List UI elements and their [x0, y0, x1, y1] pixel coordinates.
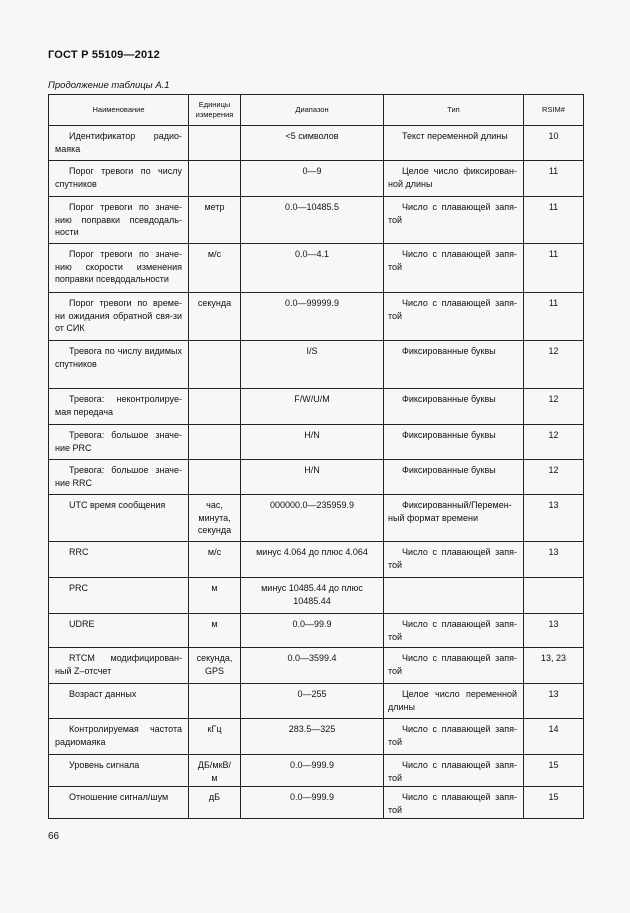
- column-header-unit: Единицы измерения: [189, 95, 241, 126]
- table-row: [49, 755, 584, 787]
- cell-name: [49, 460, 189, 495]
- table-row: [49, 578, 584, 614]
- document-header: ГОСТ Р 55109—2012: [48, 49, 160, 61]
- table-row: [49, 787, 584, 819]
- cell-rsim: [524, 719, 584, 755]
- cell-name: [49, 755, 189, 787]
- cell-unit-text: дБ: [208, 792, 221, 802]
- table-row: [49, 389, 584, 425]
- cell-name-text: Тревога по числу видимых спутников: [55, 346, 182, 369]
- cell-range-text: F/W/U/M: [294, 394, 330, 404]
- table-row: [49, 684, 584, 719]
- cell-type: [384, 614, 524, 648]
- cell-type: [384, 542, 524, 578]
- cell-type-text: Число с плавающей запя-той: [388, 792, 517, 815]
- cell-type: [384, 126, 524, 161]
- cell-range-text: минус 4.064 до плюс 4.064: [256, 547, 368, 557]
- cell-type-text: Число с плавающей запя-той: [388, 619, 517, 642]
- cell-unit: [189, 542, 241, 578]
- column-header-name: Наименование: [49, 95, 189, 126]
- cell-name: [49, 542, 189, 578]
- column-header-rsim: RSIM#: [524, 95, 584, 126]
- cell-name-text: Порог тревоги по значе-нию скорости изменения поправки псевдодальности: [55, 249, 182, 284]
- cell-range: [241, 719, 384, 755]
- cell-unit: [189, 197, 241, 244]
- cell-unit: [189, 787, 241, 819]
- cell-rsim: [524, 460, 584, 495]
- cell-type: [384, 197, 524, 244]
- cell-type-text: Число с плавающей запя-той: [388, 653, 517, 676]
- cell-unit-text: [189, 341, 240, 345]
- cell-type: [384, 460, 524, 495]
- cell-unit: [189, 614, 241, 648]
- cell-range: [241, 244, 384, 293]
- cell-rsim-text: 10: [548, 131, 559, 141]
- cell-type-text: Число с плавающей запя-той: [388, 724, 517, 747]
- cell-name: [49, 495, 189, 542]
- table-row: [49, 614, 584, 648]
- cell-type: [384, 495, 524, 542]
- cell-type-text: Фиксированные буквы: [402, 346, 496, 356]
- cell-name-text: Порог тревоги по значе-нию поправки псевдодаль-ности: [55, 202, 182, 237]
- cell-type: [384, 425, 524, 460]
- cell-unit-text: [189, 389, 240, 393]
- cell-rsim: [524, 244, 584, 293]
- cell-name-text: Идентификатор радио-маяка: [55, 131, 182, 154]
- cell-unit-text: м/с: [207, 249, 222, 259]
- cell-rsim: [524, 161, 584, 197]
- cell-rsim-text: 11: [548, 166, 559, 176]
- cell-rsim: [524, 648, 584, 684]
- table-row: [49, 542, 584, 578]
- cell-range: [241, 460, 384, 495]
- cell-rsim-text: 12: [548, 465, 559, 475]
- cell-name-text: Уровень сигнала: [69, 760, 140, 770]
- cell-range-text: 0.0—3599.4: [287, 653, 337, 663]
- cell-type-text: Число с плавающей запя-той: [388, 547, 517, 570]
- column-header-range: Диапазон: [241, 95, 384, 126]
- cell-range-text: 0.0—4.1: [294, 249, 330, 259]
- cell-unit: [189, 684, 241, 719]
- cell-rsim-text: 14: [548, 724, 559, 734]
- cell-unit: [189, 719, 241, 755]
- cell-rsim: [524, 542, 584, 578]
- cell-rsim-text: 13: [548, 689, 559, 699]
- table-row: [49, 648, 584, 684]
- cell-rsim: [524, 755, 584, 787]
- cell-type-text: Фиксированные буквы: [402, 430, 496, 440]
- cell-unit: [189, 495, 241, 542]
- cell-unit: [189, 389, 241, 425]
- cell-type: [384, 578, 524, 614]
- table-row: [49, 341, 584, 389]
- cell-type: [384, 244, 524, 293]
- cell-name: [49, 161, 189, 197]
- cell-name: [49, 126, 189, 161]
- cell-rsim: [524, 578, 584, 614]
- cell-rsim: [524, 126, 584, 161]
- cell-unit-text: метр: [204, 202, 225, 212]
- cell-rsim: [524, 787, 584, 819]
- cell-rsim: [524, 495, 584, 542]
- cell-type-text: Фиксированный/Перемен-ный формат времени: [388, 500, 512, 523]
- cell-type: [384, 161, 524, 197]
- cell-name: [49, 614, 189, 648]
- cell-rsim-text: 11: [548, 202, 559, 212]
- cell-unit: [189, 648, 241, 684]
- cell-rsim-text: 12: [548, 430, 559, 440]
- table-header-row: [49, 95, 584, 126]
- cell-type: [384, 648, 524, 684]
- cell-range: [241, 389, 384, 425]
- cell-name: [49, 719, 189, 755]
- cell-type-text: Текст переменной длины: [402, 131, 508, 141]
- cell-unit: [189, 126, 241, 161]
- cell-unit-text: м/с: [207, 547, 222, 557]
- cell-name-text: Порог тревоги по числу спутников: [55, 166, 182, 189]
- cell-name: [49, 787, 189, 819]
- table-row: [49, 495, 584, 542]
- cell-unit: [189, 755, 241, 787]
- cell-unit-text: [189, 161, 240, 165]
- cell-range: [241, 495, 384, 542]
- cell-rsim: [524, 341, 584, 389]
- cell-type: [384, 341, 524, 389]
- column-header-type: Тип: [384, 95, 524, 126]
- cell-name: [49, 389, 189, 425]
- cell-name-text: Тревога: большое значе-ние RRC: [55, 465, 182, 488]
- cell-unit-text: секунда: [197, 298, 232, 308]
- cell-range: [241, 293, 384, 341]
- cell-type-text: Целое число фиксирован-ной длины: [388, 166, 517, 189]
- cell-unit-text: час, минута, секунда: [197, 500, 232, 535]
- cell-rsim: [524, 425, 584, 460]
- table-row: [49, 197, 584, 244]
- cell-unit-text: [189, 684, 240, 688]
- cell-unit-text: [189, 126, 240, 130]
- table-row: [49, 126, 584, 161]
- cell-name: [49, 197, 189, 244]
- cell-rsim-text: 11: [548, 298, 559, 308]
- cell-name-text: Контролируемая частота радиомаяка: [55, 724, 182, 747]
- cell-rsim-text: 12: [548, 346, 559, 356]
- cell-name-text: Тревога: большое значе-ние PRC: [55, 430, 182, 453]
- cell-name: [49, 244, 189, 293]
- table-row: [49, 161, 584, 197]
- cell-range: [241, 341, 384, 389]
- table-continuation-caption: Продолжение таблицы А.1: [48, 80, 170, 91]
- cell-type-text: Фиксированные буквы: [402, 394, 496, 404]
- cell-rsim: [524, 684, 584, 719]
- table-row: [49, 460, 584, 495]
- cell-unit-text: секунда, GPS: [196, 653, 233, 676]
- cell-unit-text: ДБ/мкВ/м: [197, 760, 232, 783]
- cell-unit: [189, 244, 241, 293]
- cell-range: [241, 425, 384, 460]
- cell-range-text: 283.5—325: [288, 724, 336, 734]
- cell-rsim: [524, 293, 584, 341]
- cell-unit-text: [189, 425, 240, 429]
- cell-range-text: 0.0—99999.9: [284, 298, 340, 308]
- cell-name: [49, 578, 189, 614]
- cell-range: [241, 161, 384, 197]
- cell-range: [241, 614, 384, 648]
- cell-range: [241, 755, 384, 787]
- cell-range: [241, 197, 384, 244]
- cell-rsim-text: 15: [548, 792, 559, 802]
- cell-name-text: RTCM модифицирован-ный Z–отсчет: [55, 653, 182, 676]
- cell-type: [384, 755, 524, 787]
- cell-rsim-text: 11: [548, 249, 559, 259]
- cell-unit: [189, 460, 241, 495]
- table-row: [49, 244, 584, 293]
- cell-unit-text: м: [211, 583, 218, 593]
- cell-rsim-text: 12: [548, 394, 559, 404]
- cell-range-text: H/N: [304, 465, 320, 475]
- cell-range-text: <5 символов: [285, 131, 339, 141]
- cell-unit: [189, 341, 241, 389]
- cell-type-text: Число с плавающей запя-той: [388, 298, 517, 321]
- cell-unit-text: кГц: [207, 724, 222, 734]
- cell-unit: [189, 161, 241, 197]
- cell-name: [49, 341, 189, 389]
- cell-rsim: [524, 614, 584, 648]
- cell-range-text: 000000.0—235959.9: [269, 500, 355, 510]
- cell-rsim: [524, 389, 584, 425]
- cell-rsim-text: 13: [548, 500, 559, 510]
- cell-name-text: RRC: [69, 547, 89, 557]
- cell-type: [384, 787, 524, 819]
- cell-range-text: 0—9: [302, 166, 322, 176]
- cell-name-text: Порог тревоги по време-ни ожидания обратной свя-зи от СИК: [55, 298, 182, 333]
- table-row: [49, 293, 584, 341]
- cell-rsim-text: 15: [548, 760, 559, 770]
- cell-range: [241, 684, 384, 719]
- cell-unit: [189, 425, 241, 460]
- cell-type: [384, 719, 524, 755]
- cell-range-text: H/N: [304, 430, 320, 440]
- cell-name: [49, 293, 189, 341]
- cell-type: [384, 389, 524, 425]
- cell-unit-text: [189, 460, 240, 464]
- cell-range-text: минус 10485.44 до плюс 10485.44: [261, 583, 363, 606]
- cell-type: [384, 293, 524, 341]
- cell-name-text: PRC: [69, 583, 89, 593]
- cell-range-text: 0.0—999.9: [289, 760, 335, 770]
- cell-range: [241, 648, 384, 684]
- cell-name-text: UTC время сообщения: [69, 500, 166, 510]
- parameters-table: [48, 94, 584, 819]
- cell-unit: [189, 578, 241, 614]
- cell-type-text: Число с плавающей запя-той: [388, 249, 517, 272]
- cell-type-text: Целое число переменной длины: [388, 689, 517, 712]
- cell-rsim-text: 13: [548, 619, 559, 629]
- cell-name-text: Возраст данных: [69, 689, 137, 699]
- cell-name-text: UDRE: [69, 619, 95, 629]
- cell-range: [241, 126, 384, 161]
- cell-rsim-text: 13, 23: [540, 653, 567, 663]
- cell-unit-text: м: [211, 619, 218, 629]
- table-row: [49, 719, 584, 755]
- cell-type-text: Число с плавающей запя-той: [388, 202, 517, 225]
- cell-rsim-text: 13: [548, 547, 559, 557]
- cell-rsim: [524, 197, 584, 244]
- cell-name: [49, 648, 189, 684]
- cell-type-text: [384, 578, 523, 582]
- cell-unit: [189, 293, 241, 341]
- cell-range-text: I/S: [306, 346, 318, 356]
- cell-range-text: 0.0—10485.5: [284, 202, 340, 212]
- cell-range-text: 0.0—99.9: [292, 619, 332, 629]
- cell-type-text: Фиксированные буквы: [402, 465, 496, 475]
- cell-name-text: Тревога: неконтролируе-мая передача: [55, 394, 182, 417]
- cell-range-text: 0—255: [297, 689, 327, 699]
- cell-name-text: Отношение сигнал/шум: [69, 792, 169, 802]
- cell-range: [241, 578, 384, 614]
- cell-type: [384, 684, 524, 719]
- cell-name: [49, 425, 189, 460]
- cell-name: [49, 684, 189, 719]
- cell-type-text: Число с плавающей запя-той: [388, 760, 517, 783]
- cell-range: [241, 542, 384, 578]
- table-row: [49, 425, 584, 460]
- cell-rsim-text: [524, 578, 583, 582]
- cell-range-text: 0.0—999.9: [289, 792, 335, 802]
- cell-range: [241, 787, 384, 819]
- page-number: 66: [48, 831, 60, 842]
